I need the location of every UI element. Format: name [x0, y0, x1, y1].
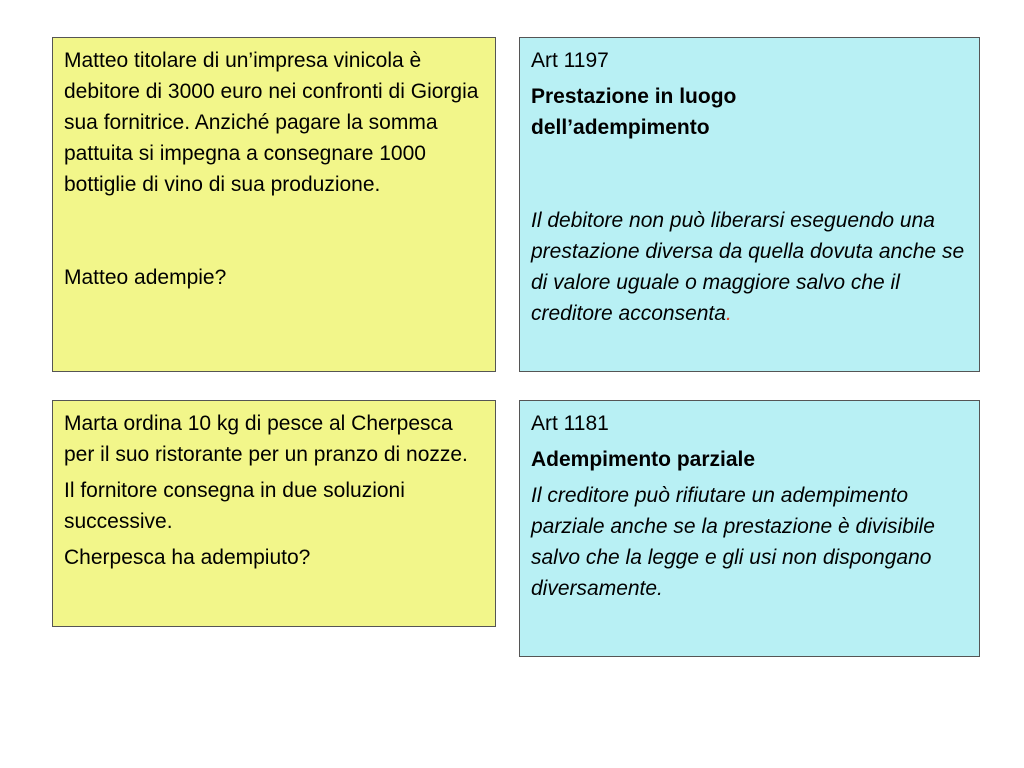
article-1197-title — [531, 81, 969, 143]
case-2-line1: Marta ordina 10 kg di pesce al Cherpesca per il suo ristorante per un pranzo di nozze. — [64, 412, 468, 466]
article-1197-number: Art 1197 — [531, 49, 609, 72]
article-1197-title-line1: Prestazione in luogo — [531, 85, 737, 108]
case-1-question: Matteo adempie? — [64, 266, 227, 289]
article-1197-box — [519, 37, 980, 372]
article-1197-body-text: Il debitore non può liberarsi eseguendo una prestazione diversa da quella dovuta anche se di valore uguale o maggiore salvo che il creditore acconsenta — [531, 209, 965, 325]
case-2-box — [52, 400, 496, 627]
article-1197-end-dot: . — [725, 302, 732, 325]
case-1-box — [52, 37, 496, 372]
article-1181-body: Il creditore può rifiutare un adempimento parziale anche se la prestazione è divisibile salvo che la legge e gli usi non dispongano diversamente. — [531, 484, 935, 600]
article-1181-box — [519, 400, 980, 657]
case-1-text: Matteo titolare di un’impresa vinicola è debitore di 3000 euro nei confronti di Giorgia sua fornitrice. Anziché pagare la somma pattuita si impegna a consegnare 1000 bottiglie di vino di sua produzione. — [64, 49, 479, 196]
case-2-line2: Il fornitore consegna in due soluzioni successive. — [64, 479, 405, 533]
article-1197-title-line2: dell’adempimento — [531, 116, 710, 139]
article-1181-title: Adempimento parziale — [531, 448, 756, 471]
article-1197-body — [531, 205, 969, 329]
article-1181-number: Art 1181 — [531, 412, 609, 435]
case-2-question: Cherpesca ha adempiuto? — [64, 546, 311, 569]
